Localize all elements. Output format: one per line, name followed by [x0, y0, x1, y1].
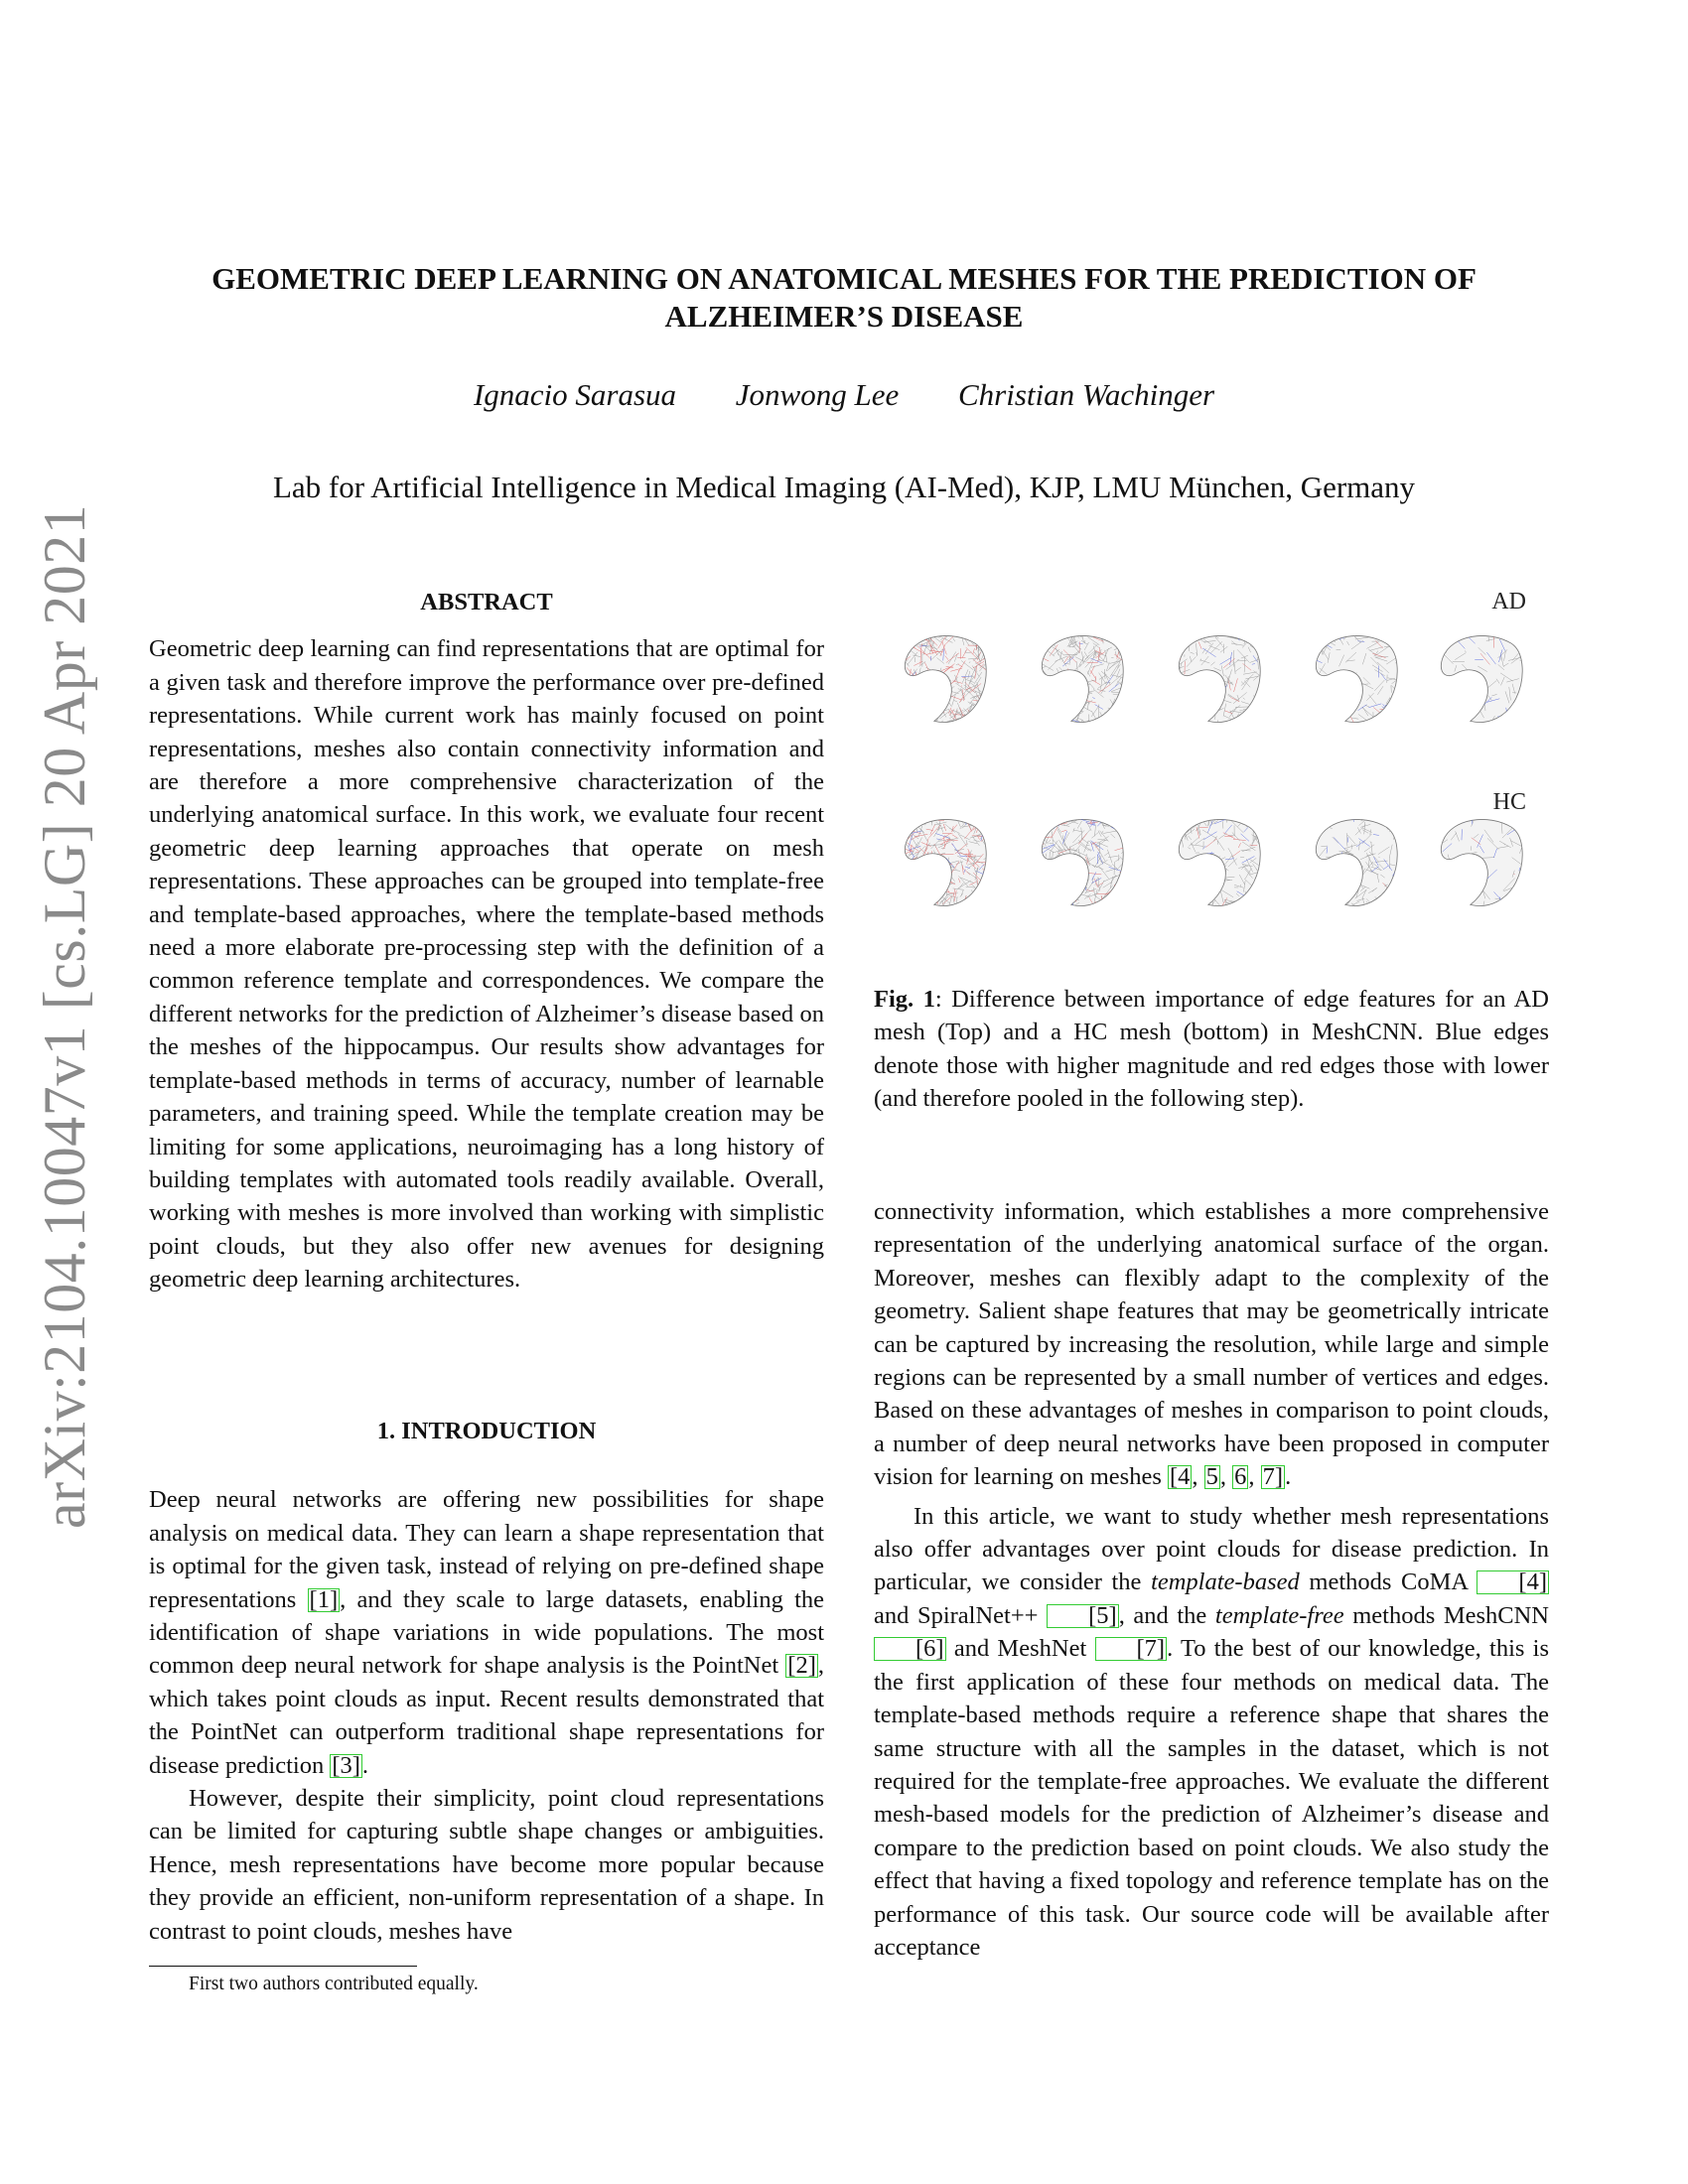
hippocampus-mesh: [1429, 805, 1530, 922]
text-run: and SpiralNet++: [874, 1601, 1048, 1629]
figure-1: [874, 586, 1549, 958]
text-run: connectivity information, which establishes a more comprehensive representation of the underlying anatomical surface of the organ. Moreover, meshes can flexibly adapt to the complexity of the geometry. Salient shape features that may be geometrically intricate can be captured by increasing the resolution, while large and simple regions can be represented by a small number of vertices and edges. Based on these advantages of meshes in comparison to point clouds, a number of deep neural networks have been proposed in computer vision for learning on meshes: [874, 1198, 1549, 1491]
text-run: , and they scale to large datasets, enabling the identification of shape variations in wide populations. The most common deep neural network for shape analysis is the PointNet: [149, 1585, 825, 1680]
author-2: Jonwong Lee: [735, 377, 900, 412]
hc-mesh-row: [889, 801, 1530, 925]
text-run: methods CoMA: [1299, 1569, 1477, 1596]
citation-link-4[interactable]: [4: [1170, 1463, 1191, 1491]
citation-link-3[interactable]: [3]: [332, 1751, 360, 1779]
text-run: .: [1285, 1463, 1292, 1491]
citation-link-1[interactable]: [1]: [309, 1585, 339, 1613]
arxiv-identifier: arXiv:2104.10047v1 [cs.LG] 20 Apr 2021: [32, 503, 97, 1529]
text-run: In this article, we want to study whether mesh representations also offer advantages over point clouds for disease prediction. In particular, we consider the: [874, 1502, 1549, 1596]
mesh-figure-graphic: [874, 586, 1549, 958]
text-run: .: [361, 1751, 369, 1779]
introduction-section: [149, 1415, 824, 1948]
right-column-text: [874, 1195, 1549, 1964]
text-run: methods MeshCNN: [1343, 1601, 1549, 1629]
caption-label: Fig. 1: [874, 986, 935, 1013]
citation-link-5[interactable]: 5: [1205, 1463, 1218, 1491]
hippocampus-mesh: [1303, 618, 1411, 737]
intro-paragraph-2: However, despite their simplicity, point cloud representations can be limited for capturing subtle shape changes or ambiguities. Hence, mesh representations have become more popular because they provide an efficient, non-uniform representation of a shape. In contrast to point clouds, meshes have: [149, 1785, 824, 1945]
hippocampus-mesh: [1163, 808, 1272, 922]
abstract-text: Geometric deep learning can find representations that are optimal for a given task and therefore improve the performance over pre-defined representations. While current work has mainly focused on point representations, meshes also contain connectivity information and are therefore a more comprehensive characterization of the underlying anatomical surface. In this work, we evaluate four recent geometric deep learning approaches that operate on mesh representations. These approaches can be grouped into template-free and template-based approaches, where the template-based methods need a more elaborate pre-processing step with the definition of a common reference template and correspondences. We compare the different networks for the prediction of Alzheimer’s disease based on the meshes of the hippocampus. Our results show advantages for template-based methods in terms of accuracy, number of learnable parameters, and training speed. While the template creation may be limiting for some applications, neuroimaging has a long history of building templates with automated tools readily available. Overall, working with meshes is more involved than working with simplistic point clouds, but they also offer new avenues for designing geometric deep learning architectures.: [149, 635, 824, 1294]
citation-link-coma[interactable]: [4]: [1477, 1570, 1549, 1594]
paper-title: GEOMETRIC DEEP LEARNING ON ANATOMICAL MESHES FOR THE PREDICTION OF ALZHEIMER’S DISEASE: [211, 261, 1477, 334]
hippocampus-mesh: [1024, 807, 1130, 921]
hippocampus-mesh: [1303, 808, 1412, 926]
hippocampus-mesh: [1421, 617, 1526, 731]
abstract-section: [149, 586, 824, 1297]
right-paragraph-2: [874, 1500, 1549, 1965]
ad-mesh-row: [887, 617, 1526, 742]
citation-link-meshcnn[interactable]: [6]: [874, 1637, 946, 1661]
citation-link-spiralnet[interactable]: [5]: [1047, 1604, 1119, 1628]
citation-link-2[interactable]: [2]: [787, 1652, 816, 1680]
text-run: . To the best of our knowledge, this is the first application of these four methods on medical data. The template-based methods require a reference shape that shares the same structure with all the samples in the dataset, which is not required for the template-free approaches. We evaluate the different mesh-based models for the prediction of Alzheimer’s disease and compare to the prediction based on point clouds. We also study the effect that having a fixed topology and reference template has on the performance of this task. Our source code will be available after acceptance: [874, 1635, 1550, 1961]
hippocampus-mesh: [889, 801, 998, 925]
right-paragraph-1: connectivity information, which establishes a more comprehensive representation of the underlying anatomical surface of the organ. Moreover, meshes can flexibly adapt to the complexity of the geometry. Salient shape features that may be geometrically intricate can be captured by increasing the resolution, while large and simple regions can be represented by a small number of vertices and edges. Based on these advantages of meshes in comparison to point clouds, a number of deep neural networks have been proposed in computer vision for learning on meshes [4, 5, 6, 7].: [874, 1198, 1549, 1491]
emphasis-template-based: template-based: [1151, 1569, 1300, 1596]
citation-link-6[interactable]: 6: [1234, 1463, 1247, 1491]
hippocampus-mesh: [1162, 622, 1273, 743]
affiliation: Lab for Artificial Intelligence in Medical Imaging (AI-Med), KJP, LMU München, Germany: [272, 470, 1416, 504]
hc-label: HC: [1492, 789, 1526, 815]
abstract-heading: ABSTRACT: [420, 589, 553, 615]
hippocampus-mesh: [1023, 620, 1134, 742]
intro-paragraph-1: [149, 1483, 824, 1782]
text-run: , and the: [1118, 1601, 1215, 1629]
citation-link-meshnet[interactable]: [7]: [1095, 1637, 1168, 1661]
figure-1-caption: [874, 983, 1549, 1116]
citation-link-7[interactable]: 7]: [1262, 1463, 1284, 1491]
ad-label: AD: [1491, 589, 1526, 614]
text-run: and MeshNet: [945, 1635, 1095, 1663]
introduction-heading: 1. INTRODUCTION: [376, 1418, 597, 1444]
caption-text: : Difference between importance of edge features for an AD mesh (Top) and a HC mesh (bottom) in MeshCNN. Blue edges denote those with higher magnitude and red edges those with lower (and therefore pooled in the following step).: [874, 986, 1549, 1113]
text-run: , which takes point clouds as input. Recent results demonstrated that the PointNet can outperform traditional shape representations for disease prediction: [149, 1652, 824, 1779]
emphasis-template-free: template-free: [1214, 1601, 1344, 1629]
hippocampus-mesh: [887, 620, 1001, 737]
text-run: Deep neural networks are offering new possibilities for shape analysis on medical data. They can learn a shape representation that is optimal for the given task, instead of relying on pre-defined shape representations: [149, 1486, 824, 1613]
author-3: Christian Wachinger: [957, 377, 1215, 412]
author-list: [149, 377, 1539, 413]
footnote-divider: [149, 1966, 417, 1967]
author-1: Ignacio Sarasua: [473, 377, 677, 412]
footnote: First two authors contributed equally.: [189, 1974, 479, 1994]
